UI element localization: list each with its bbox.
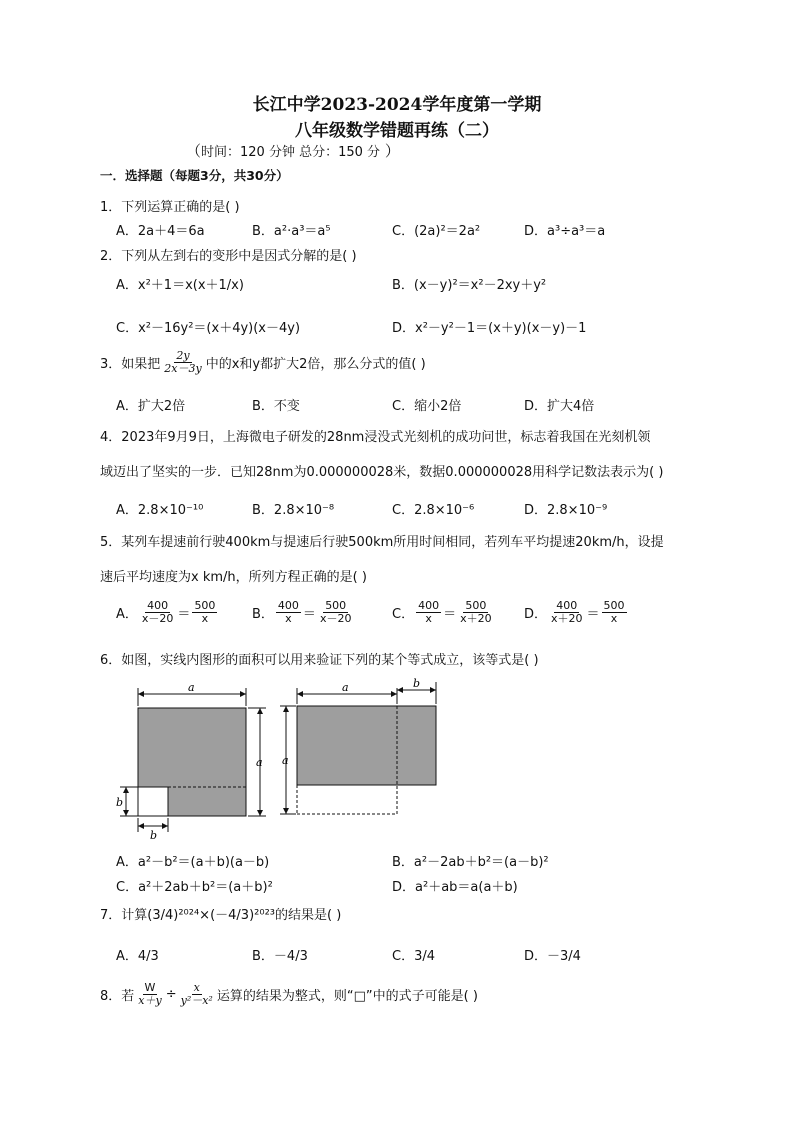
question-1-option-b: B．a²·a³＝a⁵ xyxy=(252,224,331,239)
question-3-option-c: C．缩小2倍 xyxy=(392,399,462,414)
question-4-option-d: D．2.8×10⁻⁹ xyxy=(524,503,608,518)
question-6-stem: 6．如图，实线内图形的面积可以用来验证下列的某个等式成立，该等式是( ) xyxy=(100,653,539,668)
exam-title-line2: 八年级数学错题再练（二） xyxy=(295,121,499,141)
question-2-option-d: D．x²－y²－1＝(x＋y)(x－y)－1 xyxy=(392,321,587,336)
question-2-option-a: A．x²＋1＝x(x＋1/x) xyxy=(116,278,244,293)
question-8-fraction-right: $\frac{x}{\text{y²－x²}}$ xyxy=(180,981,213,1007)
question-6-option-d: D．a²＋ab＝a(a＋b) xyxy=(392,880,518,895)
question-7-option-d: D．－3/4 xyxy=(524,949,581,964)
question-4-stem-line2: 域迈出了坚实的一步．已知28nm为0.000000028米，数据0.000000028用科学记数法表示为( ) xyxy=(100,465,664,480)
exam-subtitle: （时间：120 分钟 总分：150 分 ） xyxy=(186,142,400,160)
figure-left-cutout xyxy=(138,787,168,816)
question-5-option-d: D． $\frac{400}{x+20}$ ＝ $\frac{500}{x}$ xyxy=(524,599,625,625)
question-4-option-c: C．2.8×10⁻⁶ xyxy=(392,503,475,518)
dim-label-a-top-left: a xyxy=(188,681,195,694)
question-5-option-b: B． $\frac{400}{x}$ ＝ $\frac{500}{x-20}$ xyxy=(252,599,352,625)
question-3-option-b: B．不变 xyxy=(252,399,300,414)
question-3-fraction: $\frac{2y}{2x-3y}$ xyxy=(164,349,202,375)
dim-label-b-top-right: b xyxy=(413,678,421,690)
question-8-stem: 8．若 $\frac{W}{x+y}$ ÷ $\frac{x}{\text{y²－x²}}$ 运算的结果为整式，则“□”中的式子可能是( ) xyxy=(100,981,478,1007)
question-7-stem: 7．计算(3/4)²⁰²⁴×(－4/3)²⁰²³的结果是( ) xyxy=(100,908,342,923)
question-7-option-a: A．4/3 xyxy=(116,949,159,964)
question-5-stem-line1: 5．某列车提速前行驶400km与提速后行驶500km所用时间相同，若列车平均提速20km/h，设提 xyxy=(100,535,664,550)
question-4-option-b: B．2.8×10⁻⁸ xyxy=(252,503,335,518)
question-5-option-c: C． $\frac{400}{x}$ ＝ $\frac{500}{x+20}$ xyxy=(392,599,492,625)
question-7-option-c: C．3/4 xyxy=(392,949,435,964)
figure-right-rectangle xyxy=(297,706,436,785)
question-1-option-c: C．(2a)²＝2a² xyxy=(392,224,481,239)
question-3-stem: 3．如果把 $\frac{2y}{2x-3y}$ 中的x和y都扩大2倍，那么分式的值( ) xyxy=(100,349,426,375)
section-heading: 一．选择题（每题3分，共30分） xyxy=(100,168,289,183)
question-2-option-b: B．(x－y)²＝x²－2xy＋y² xyxy=(392,278,547,293)
question-6-option-b: B．a²－2ab＋b²＝(a－b)² xyxy=(392,855,549,870)
question-5-option-a: A． $\frac{400}{x-20}$ ＝ $\frac{500}{x}$ xyxy=(116,599,216,625)
question-6-option-a: A．a²－b²＝(a＋b)(a－b) xyxy=(116,855,270,870)
question-1-option-a: A．2a＋4＝6a xyxy=(116,224,205,239)
dim-label-b-left: b xyxy=(116,796,124,809)
question-4-option-a: A．2.8×10⁻¹⁰ xyxy=(116,503,204,518)
question-3-option-a: A．扩大2倍 xyxy=(116,399,186,414)
question-7-option-b: B．－4/3 xyxy=(252,949,308,964)
question-2-option-c: C．x²－16y²＝(x＋4y)(x－4y) xyxy=(116,321,301,336)
question-3-option-d: D．扩大4倍 xyxy=(524,399,595,414)
question-4-stem-line1: 4．2023年9月9日，上海微电子研发的28nm浸没式光刻机的成功问世，标志着我国在光刻机领 xyxy=(100,430,651,445)
dim-label-a-right-left: a xyxy=(256,756,263,769)
question-2-stem: 2．下列从左到右的变形中是因式分解的是( ) xyxy=(100,249,357,264)
dim-label-a-left-right: a xyxy=(282,754,289,767)
question-8-fraction-left: $\frac{W}{x+y}$ xyxy=(138,981,162,1007)
question-5-stem-line2: 速后平均速度为x km/h，所列方程正确的是( ) xyxy=(100,570,367,585)
question-1-stem: 1．下列运算正确的是( ) xyxy=(100,200,240,215)
question-6-figure xyxy=(110,678,460,843)
dim-label-a-top-right: a xyxy=(342,681,349,694)
exam-title-line1: 长江中学2023-2024学年度第一学期 xyxy=(252,95,542,115)
question-1-option-d: D．a³÷a³＝a xyxy=(524,224,606,239)
dim-label-b-bottom: b xyxy=(150,829,158,842)
question-6-option-c: C．a²＋2ab＋b²＝(a＋b)² xyxy=(116,880,273,895)
